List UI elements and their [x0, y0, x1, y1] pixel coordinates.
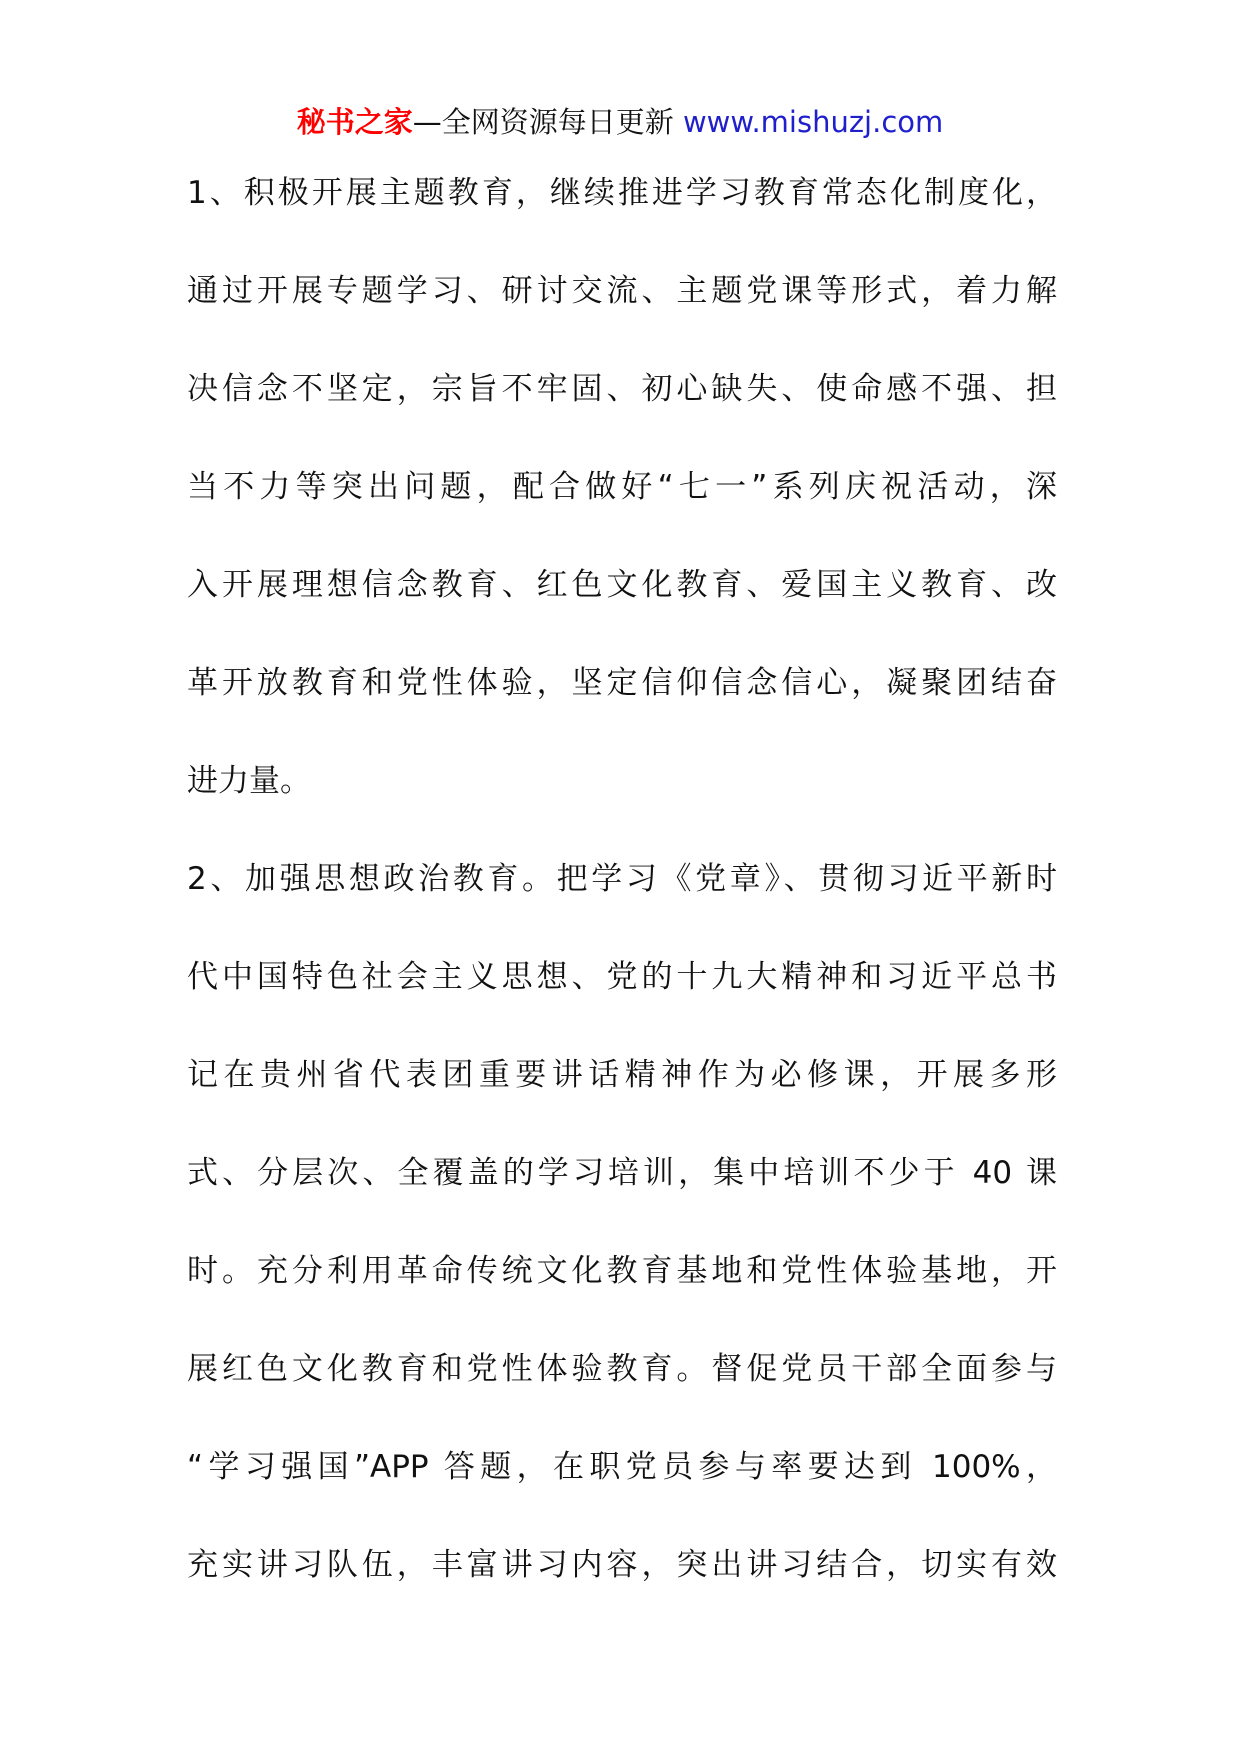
text-line: 2、加强思想政治教育。把学习《党章》、贯彻习近平新时 [187, 861, 1057, 897]
header-tagline: —全网资源每日更新 [412, 105, 683, 139]
text-line: 展红色文化教育和党性体验教育。督促党员干部全面参与 [187, 1351, 1057, 1387]
text-line: 决信念不坚定，宗旨不牢固、初心缺失、使命感不强、担 [187, 371, 1057, 407]
paragraph-2 [187, 849, 1057, 1633]
text-line: “学习强国”APP 答题，在职党员参与率要达到 100%， [187, 1449, 1057, 1485]
text-line: 记在贵州省代表团重要讲话精神作为必修课，开展多形 [187, 1057, 1057, 1093]
text-line: 进力量。 [187, 763, 311, 799]
text-line: 式、分层次、全覆盖的学习培训，集中培训不少于 40 课 [187, 1155, 1057, 1191]
document-body [187, 163, 1057, 1633]
text-line: 时。充分利用革命传统文化教育基地和党性体验基地，开 [187, 1253, 1057, 1289]
text-line: 通过开展专题学习、研讨交流、主题党课等形式，着力解 [187, 273, 1057, 309]
text-line: 充实讲习队伍，丰富讲习内容，突出讲习结合，切实有效 [187, 1547, 1057, 1583]
brand-name: 秘书之家 [296, 105, 413, 139]
text-line: 1、积极开展主题教育，继续推进学习教育常态化制度化， [187, 175, 1057, 211]
page-header [0, 102, 1240, 142]
text-line: 入开展理想信念教育、红色文化教育、爱国主义教育、改 [187, 567, 1057, 603]
paragraph-1 [187, 163, 1057, 849]
site-url-link[interactable]: www.mishuzj.com [682, 105, 944, 139]
text-line: 革开放教育和党性体验，坚定信仰信念信心，凝聚团结奋 [187, 665, 1057, 701]
text-line: 当不力等突出问题，配合做好“七一”系列庆祝活动，深 [187, 469, 1057, 505]
text-line: 代中国特色社会主义思想、党的十九大精神和习近平总书 [187, 959, 1057, 995]
